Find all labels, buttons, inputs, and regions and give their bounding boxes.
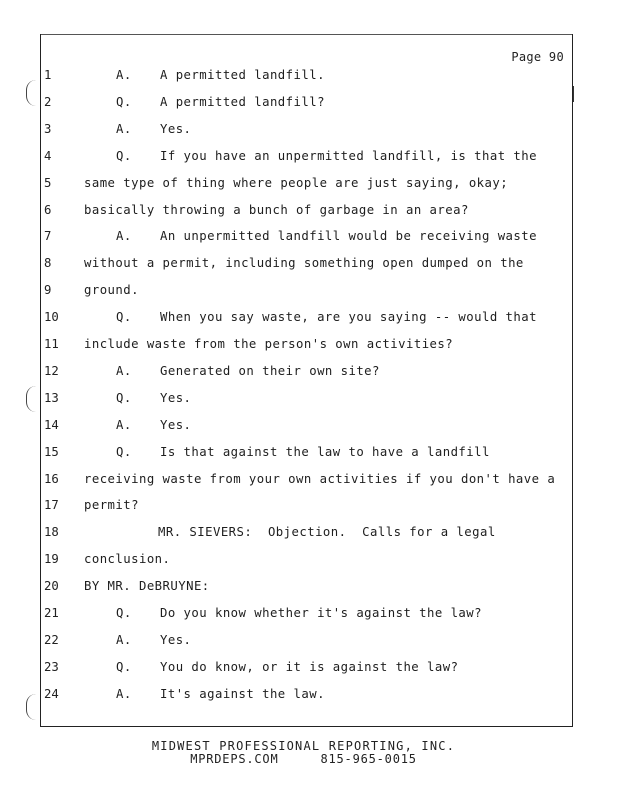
transcript-line bbox=[0, 442, 619, 462]
line-number: 5 bbox=[44, 175, 52, 190]
line-text: permit? bbox=[84, 498, 139, 513]
line-number: 10 bbox=[44, 310, 59, 325]
transcript-line bbox=[0, 92, 619, 112]
transcript-line bbox=[0, 388, 619, 408]
line-text: A permitted landfill? bbox=[160, 94, 325, 109]
line-number: 15 bbox=[44, 444, 59, 459]
line-number: 24 bbox=[44, 686, 59, 701]
line-text: Do you know whether it's against the law? bbox=[160, 606, 482, 620]
line-text: Is that against the law to have a landfill bbox=[160, 444, 490, 459]
line-number: 22 bbox=[44, 632, 59, 647]
line-text: You do know, or it is against the law? bbox=[160, 659, 459, 674]
footer-phone: 815-965-0015 bbox=[320, 752, 417, 766]
transcript-line bbox=[0, 307, 619, 327]
line-number: 11 bbox=[44, 337, 59, 351]
speaker-label: Q. bbox=[116, 390, 132, 405]
footer-company: MIDWEST PROFESSIONAL REPORTING, INC. bbox=[151, 739, 456, 753]
speaker-label: A. bbox=[116, 686, 132, 701]
line-text: An unpermitted landfill would be receiving waste bbox=[160, 229, 537, 244]
line-text: A permitted landfill. bbox=[160, 68, 325, 82]
line-text: When you say waste, are you saying -- would that bbox=[160, 310, 537, 325]
footer-website: MPRDEPS.COM bbox=[190, 752, 279, 766]
transcript-line bbox=[0, 146, 619, 166]
speaker-label: Q. bbox=[116, 444, 132, 459]
speaker-label: A. bbox=[116, 417, 132, 432]
transcript-line bbox=[0, 657, 619, 677]
transcript-line bbox=[0, 522, 619, 542]
transcript-line bbox=[0, 415, 619, 435]
transcript-line bbox=[0, 119, 619, 139]
transcript-line bbox=[0, 684, 619, 704]
line-text: receiving waste from your own activities if you don't have a bbox=[84, 471, 556, 486]
line-number: 19 bbox=[44, 552, 59, 567]
transcript-line bbox=[0, 173, 619, 193]
speaker-label: A. bbox=[116, 68, 132, 82]
line-number: 23 bbox=[44, 659, 59, 674]
line-number: 1 bbox=[44, 68, 52, 82]
speaker-label: A. bbox=[116, 229, 132, 244]
line-number: 20 bbox=[44, 579, 59, 594]
line-text: same type of thing where people are just saying, okay; bbox=[84, 175, 509, 190]
line-number: 14 bbox=[44, 417, 59, 432]
line-number: 18 bbox=[44, 525, 59, 540]
line-text: include waste from the person's own activities? bbox=[84, 337, 454, 351]
examination-byline: BY MR. DeBRUYNE: bbox=[84, 579, 210, 594]
speaker-label: Q. bbox=[116, 148, 132, 163]
transcript-line bbox=[0, 549, 619, 569]
speaker-label: Q. bbox=[116, 606, 132, 620]
transcript-line bbox=[0, 469, 619, 489]
line-text: Generated on their own site? bbox=[160, 363, 380, 378]
line-text: Yes. bbox=[160, 417, 192, 432]
transcript-line bbox=[0, 200, 619, 220]
line-number: 6 bbox=[44, 202, 52, 217]
objection-text: MR. SIEVERS: Objection. Calls for a legal bbox=[158, 525, 496, 540]
footer-contact bbox=[0, 752, 613, 766]
speaker-label: A. bbox=[116, 363, 132, 378]
page-number: Page 90 bbox=[511, 50, 564, 64]
line-number: 3 bbox=[44, 121, 52, 136]
line-text: conclusion. bbox=[84, 552, 171, 567]
transcript-line bbox=[0, 226, 619, 246]
line-number: 8 bbox=[44, 256, 52, 271]
transcript-line bbox=[0, 576, 619, 596]
line-number: 2 bbox=[44, 94, 52, 109]
line-number: 9 bbox=[44, 283, 52, 298]
transcript-line bbox=[0, 630, 619, 650]
line-text: Yes. bbox=[160, 632, 192, 647]
transcript-line bbox=[0, 253, 619, 273]
transcript-line bbox=[0, 495, 619, 515]
line-number: 7 bbox=[44, 229, 52, 244]
line-text: It's against the law. bbox=[160, 686, 325, 701]
line-text: basically throwing a bunch of garbage in an area? bbox=[84, 202, 469, 217]
line-text: ground. bbox=[84, 283, 139, 298]
speaker-label: Q. bbox=[116, 659, 132, 674]
line-number: 4 bbox=[44, 148, 52, 163]
transcript-line bbox=[0, 334, 619, 354]
line-text: Yes. bbox=[160, 390, 192, 405]
line-number: 12 bbox=[44, 363, 59, 378]
line-text: Yes. bbox=[160, 121, 192, 136]
transcript-line bbox=[0, 361, 619, 381]
line-number: 17 bbox=[44, 498, 59, 513]
transcript-line bbox=[0, 65, 619, 85]
line-text: without a permit, including something open dumped on the bbox=[84, 256, 524, 271]
line-number: 13 bbox=[44, 390, 59, 405]
transcript-line bbox=[0, 280, 619, 300]
line-text: If you have an unpermitted landfill, is that the bbox=[160, 148, 537, 163]
line-number: 16 bbox=[44, 471, 59, 486]
speaker-label: Q. bbox=[116, 310, 132, 325]
line-number: 21 bbox=[44, 606, 59, 620]
speaker-label: A. bbox=[116, 121, 132, 136]
transcript-line bbox=[0, 603, 619, 623]
speaker-label: A. bbox=[116, 632, 132, 647]
speaker-label: Q. bbox=[116, 94, 132, 109]
